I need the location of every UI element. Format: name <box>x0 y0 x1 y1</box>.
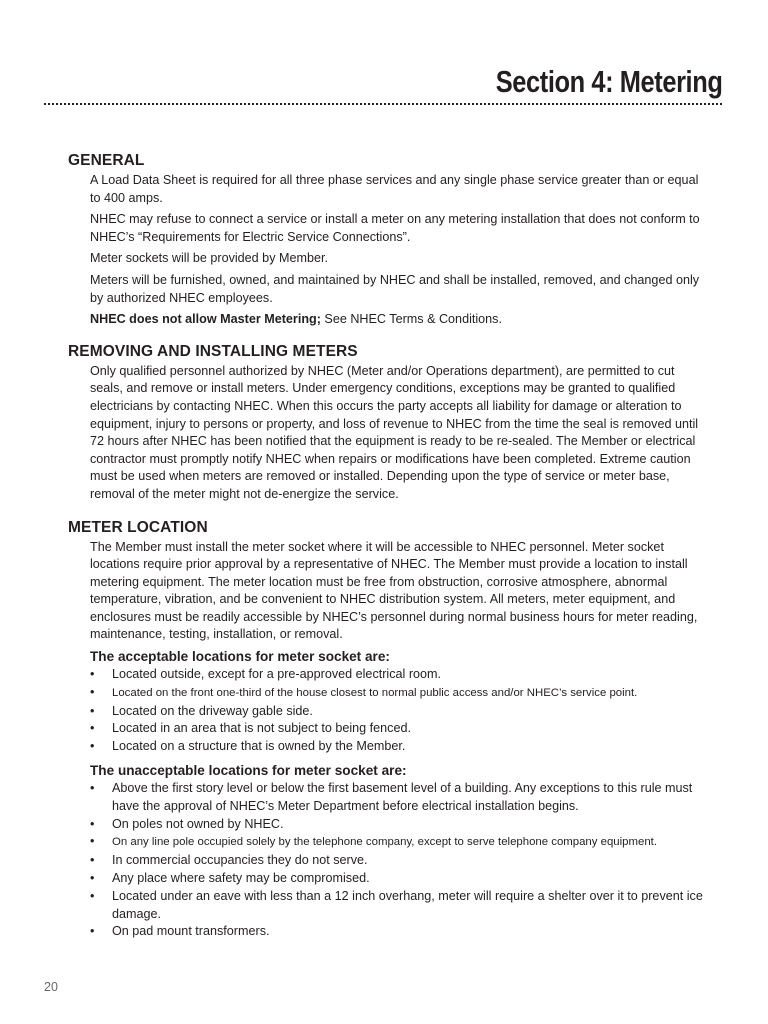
bullet-icon: • <box>90 834 95 849</box>
bullet-icon: • <box>90 684 95 699</box>
list-item: • Located under an eave with less than a 12 inch overhang, meter will require a shelter over it to prevent ice damage. <box>90 888 703 921</box>
bullet-icon: • <box>90 924 95 939</box>
heading-general: GENERAL <box>68 152 145 169</box>
bullet-icon: • <box>90 888 95 903</box>
list-item: • Above the first story level or below the first basement level of a building. Any exceptions to this rule must have the approval of NHEC’s Meter Department before electrical installation begins. <box>90 781 693 813</box>
terms-reference: See NHEC Terms & Conditions. <box>320 312 502 327</box>
general-body <box>90 172 708 329</box>
general-paragraph-4: Meters will be furnished, owned, and maintained by NHEC and shall be installed, removed, and changed only by authorized NHEC employees. <box>90 272 700 305</box>
unacceptable-locations-list <box>90 780 708 941</box>
list-item: • Located on the front one-third of the house closest to normal public access and/or NHEC’s service point. <box>90 684 708 703</box>
general-paragraph-1: A Load Data Sheet is required for all three phase services and any single phase service greater than or equal to 400 amps. <box>90 173 699 205</box>
list-item: • Located in an area that is not subject to being fenced. <box>90 720 708 738</box>
general-paragraph-5 <box>90 311 708 329</box>
bullet-icon: • <box>90 816 95 831</box>
acceptable-locations-heading: The acceptable locations for meter socket are: <box>90 649 390 665</box>
bullet-icon: • <box>90 667 95 682</box>
bullet-icon: • <box>90 739 95 754</box>
list-item: • Located on the driveway gable side. <box>90 703 708 721</box>
removing-body <box>90 363 708 504</box>
list-item: • Located outside, except for a pre-approved electrical room. <box>90 666 708 684</box>
header-dotted-rule <box>44 103 722 105</box>
heading-removing-installing: REMOVING AND INSTALLING METERS <box>68 342 358 360</box>
page-number: 20 <box>44 980 58 994</box>
location-paragraph: The Member must install the meter socket where it will be accessible to NHEC personnel. Meter socket locations require prior approval by a representative of NHEC. The Member must provide a location to install metering equipment. The meter location must be free from obstruction, corrosive atmosphere, abnormal temperature, vibration, and be convenient to NHEC distribution system. All meters, meter equipment, and enclosures must be readily accessible by NHEC’s personnel during normal business hours for meter reading, maintenance, testing, installation, or removal. <box>90 539 698 642</box>
location-body <box>90 539 708 942</box>
removing-paragraph: Only qualified personnel authorized by NHEC (Meter and/or Operations department), are permitted to cut seals, and remove or install meters. Under emergency conditions, exceptions may be granted to qualified electricians by contacting NHEC. When this occurs the party accepts all liability for damage or alteration to equipment, injury to persons or property, and loss of revenue to NHEC from the time the seal is removed until 72 hours after NHEC has been notified that the equipment is ready to be re-sealed. The Member or electrical contractor must promptly notify NHEC when repairs or modifications have been completed. Extreme caution must be used when meters are removed or installed. Depending upon the type of service or meter base, removal of the meter might not de-energize the service. <box>90 363 699 501</box>
bullet-icon: • <box>90 871 95 886</box>
general-paragraph-2: NHEC may refuse to connect a service or install a meter on any metering installation that does not conform to NHEC’s “Requirements for Electric Service Connections”. <box>90 212 700 244</box>
heading-meter-location: METER LOCATION <box>68 518 208 536</box>
list-item: • In commercial occupancies they do not serve. <box>90 852 708 870</box>
list-item: • On any line pole occupied solely by the telephone company, except to serve telephone company equipment. <box>90 833 708 852</box>
list-item: • Located on a structure that is owned by the Member. <box>90 738 708 756</box>
bullet-icon: • <box>90 721 95 736</box>
general-paragraph-3: Meter sockets will be provided by Member. <box>90 251 328 266</box>
master-metering-statement: NHEC does not allow Master Metering; <box>90 312 321 327</box>
acceptable-locations-list <box>90 666 708 756</box>
bullet-icon: • <box>90 781 95 796</box>
list-item: • On poles not owned by NHEC. <box>90 816 708 834</box>
bullet-icon: • <box>90 853 95 868</box>
page-section-title: Section 4: Metering <box>495 64 722 99</box>
unacceptable-locations-heading: The unacceptable locations for meter socket are: <box>90 763 407 779</box>
list-item: • Any place where safety may be compromised. <box>90 870 708 888</box>
page-content <box>68 150 708 941</box>
bullet-icon: • <box>90 703 95 718</box>
list-item: • On pad mount transformers. <box>90 923 708 941</box>
